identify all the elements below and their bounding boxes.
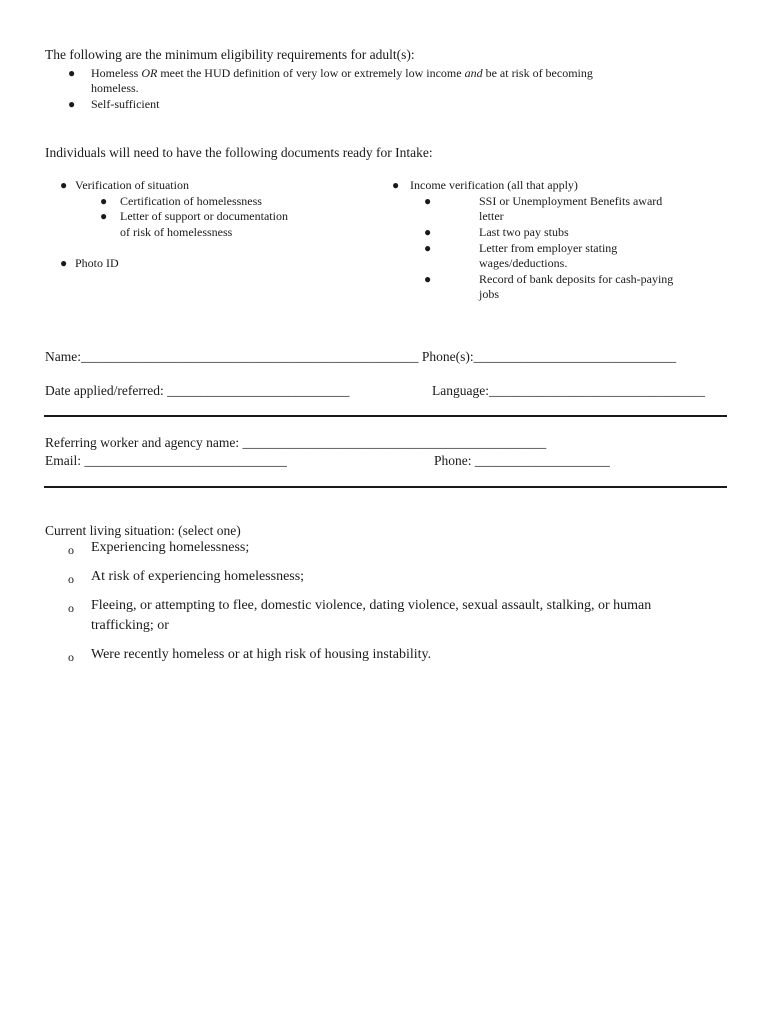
eligibility-item-1 [91, 66, 593, 81]
referrer-phone-field[interactable]: Phone: ____________________ [434, 453, 610, 468]
doc-right-sub-3-cont: wages/deductions. [479, 256, 568, 270]
option-circle-icon[interactable]: o [68, 543, 74, 557]
doc-right-sub-3: Letter from employer stating [479, 241, 618, 255]
text-segment: be at risk of becoming [482, 66, 593, 80]
bullet-icon: ● [424, 225, 432, 239]
option-circle-icon[interactable]: o [68, 572, 74, 586]
bullet-icon: ● [100, 194, 108, 208]
doc-left-sub-1: Certification of homelessness [120, 194, 262, 208]
documents-heading: Individuals will need to have the following documents ready for Intake: [45, 145, 433, 160]
doc-left-sub-2-cont: of risk of homelessness [120, 225, 233, 239]
living-option-1: Experiencing homelessness; [91, 540, 250, 555]
eligibility-item-2: Self-sufficient [91, 97, 160, 111]
referring-worker-field[interactable]: Referring worker and agency name: _____________________________________________ [45, 435, 547, 450]
living-situation-heading: Current living situation: (select one) [45, 523, 241, 538]
bullet-icon: ● [68, 66, 76, 80]
option-circle-icon[interactable]: o [68, 650, 74, 664]
language-field[interactable]: Language:________________________________ [432, 383, 705, 398]
option-circle-icon[interactable]: o [68, 601, 74, 615]
eligibility-heading: The following are the minimum eligibility requirements for adult(s): [45, 47, 415, 62]
living-option-3: Fleeing, or attempting to flee, domestic violence, dating violence, sexual assault, stalking, or human [91, 598, 652, 613]
text-segment: Homeless [91, 66, 142, 80]
bullet-icon: ● [60, 178, 68, 192]
doc-right-sub-2: Last two pay stubs [479, 225, 569, 239]
date-applied-field[interactable]: Date applied/referred: ___________________________ [45, 383, 350, 398]
doc-right-sub-1: SSI or Unemployment Benefits award [479, 194, 663, 208]
eligibility-item-1-cont: homeless. [91, 81, 139, 95]
doc-right-sub-1-cont: letter [479, 209, 504, 223]
doc-left-item-2: Photo ID [75, 256, 119, 270]
name-phone-field[interactable]: Name:__________________________________________________ Phone(s):______________________________ [45, 349, 677, 364]
bullet-icon: ● [424, 272, 432, 286]
divider [44, 415, 727, 417]
living-option-4: Were recently homeless or at high risk of housing instability. [91, 647, 432, 662]
living-option-3-cont: trafficking; or [91, 618, 169, 633]
text-segment: meet the HUD definition of very low or extremely low income [157, 66, 465, 80]
doc-right-sub-4-cont: jobs [479, 287, 500, 301]
email-field[interactable]: Email: ______________________________ [45, 453, 287, 468]
doc-left-item-1: Verification of situation [75, 178, 189, 192]
doc-right-item-1: Income verification (all that apply) [410, 178, 578, 192]
bullet-icon: ● [424, 194, 432, 208]
bullet-icon: ● [68, 97, 76, 111]
text-segment: and [464, 66, 483, 80]
doc-left-sub-2: Letter of support or documentation [120, 209, 288, 223]
doc-right-sub-4: Record of bank deposits for cash-paying [479, 272, 674, 286]
bullet-icon: ● [100, 209, 108, 223]
bullet-icon: ● [392, 178, 400, 192]
bullet-icon: ● [60, 256, 68, 270]
divider [44, 486, 727, 488]
living-option-2: At risk of experiencing homelessness; [91, 569, 305, 584]
text-segment: OR [141, 66, 158, 80]
bullet-icon: ● [424, 241, 432, 255]
